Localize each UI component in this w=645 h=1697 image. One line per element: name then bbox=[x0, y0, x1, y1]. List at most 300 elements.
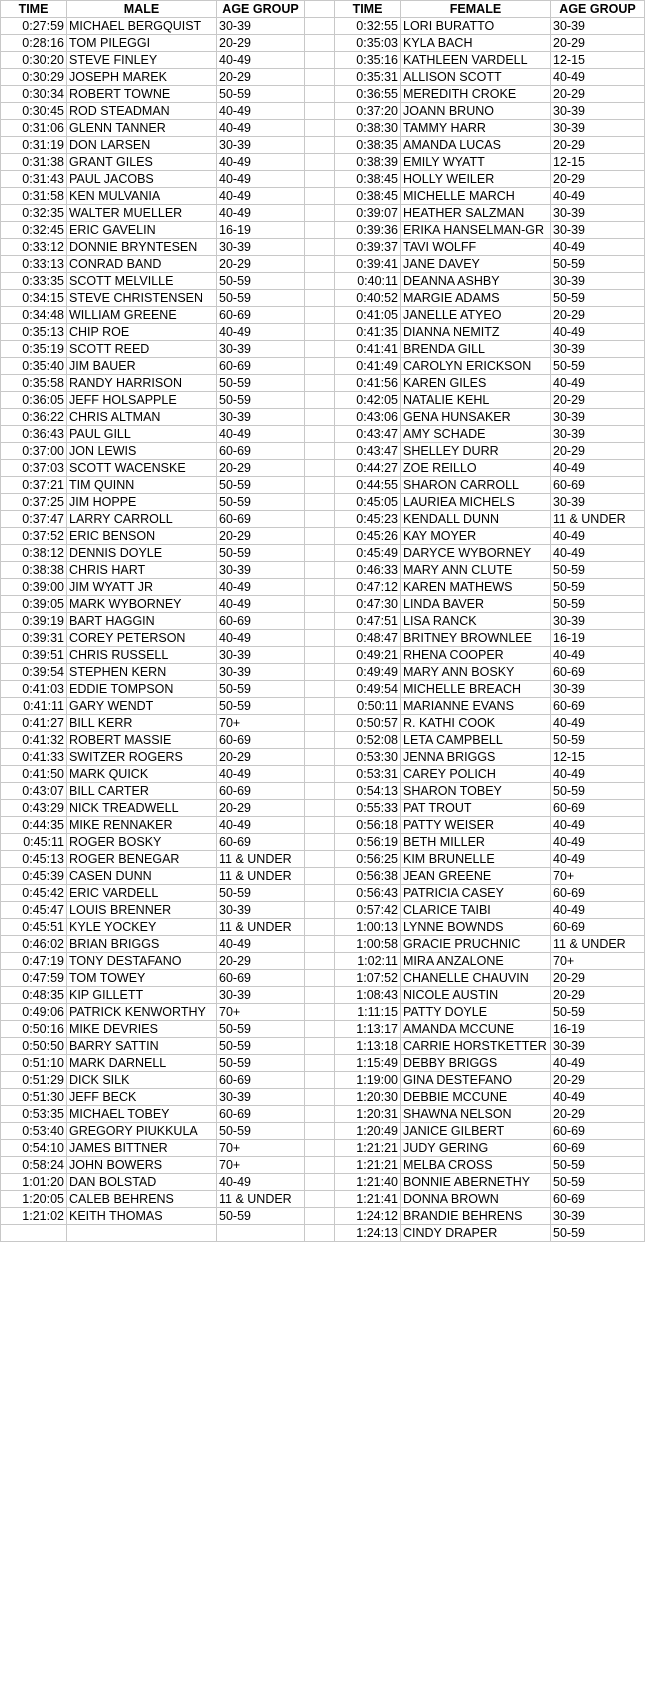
female-time-cell: 0:56:25 bbox=[335, 851, 401, 868]
male-time-cell: 0:38:12 bbox=[1, 545, 67, 562]
male-age-group-cell: 50-59 bbox=[217, 494, 305, 511]
female-age-group-cell: 40-49 bbox=[551, 545, 645, 562]
gap-cell bbox=[305, 970, 335, 987]
gap-cell bbox=[305, 494, 335, 511]
male-time-cell: 0:54:10 bbox=[1, 1140, 67, 1157]
table-row bbox=[1, 868, 645, 885]
female-name-cell: DARYCE WYBORNEY bbox=[401, 545, 551, 562]
male-time-cell: 0:39:54 bbox=[1, 664, 67, 681]
female-name-cell: DEANNA ASHBY bbox=[401, 273, 551, 290]
female-name-cell: DONNA BROWN bbox=[401, 1191, 551, 1208]
gap-cell bbox=[305, 1123, 335, 1140]
male-age-group-header: AGE GROUP bbox=[217, 1, 305, 18]
male-time-cell: 0:31:38 bbox=[1, 154, 67, 171]
male-time-cell: 0:41:03 bbox=[1, 681, 67, 698]
gap-cell bbox=[305, 885, 335, 902]
female-time-cell: 1:07:52 bbox=[335, 970, 401, 987]
male-name-cell: ROGER BENEGAR bbox=[67, 851, 217, 868]
male-name-cell: JIM HOPPE bbox=[67, 494, 217, 511]
female-time-cell: 1:21:21 bbox=[335, 1140, 401, 1157]
female-name-cell: SHARON CARROLL bbox=[401, 477, 551, 494]
gap-cell bbox=[305, 443, 335, 460]
male-time-cell: 0:39:05 bbox=[1, 596, 67, 613]
female-name-cell: NICOLE AUSTIN bbox=[401, 987, 551, 1004]
female-age-group-header: AGE GROUP bbox=[551, 1, 645, 18]
male-name-cell: JON LEWIS bbox=[67, 443, 217, 460]
female-age-group-cell: 50-59 bbox=[551, 596, 645, 613]
male-age-group-cell: 70+ bbox=[217, 1004, 305, 1021]
male-time-cell: 0:45:13 bbox=[1, 851, 67, 868]
male-age-group-cell: 30-39 bbox=[217, 239, 305, 256]
female-name-cell: LORI BURATTO bbox=[401, 18, 551, 35]
male-name-cell: DAN BOLSTAD bbox=[67, 1174, 217, 1191]
female-name-cell: AMANDA LUCAS bbox=[401, 137, 551, 154]
male-name-cell: CALEB BEHRENS bbox=[67, 1191, 217, 1208]
male-age-group-cell: 11 & UNDER bbox=[217, 919, 305, 936]
female-time-cell: 0:54:13 bbox=[335, 783, 401, 800]
male-age-group-cell: 40-49 bbox=[217, 52, 305, 69]
female-name-cell: JANE DAVEY bbox=[401, 256, 551, 273]
gap-cell bbox=[305, 953, 335, 970]
male-time-cell: 0:39:00 bbox=[1, 579, 67, 596]
male-age-group-cell: 40-49 bbox=[217, 205, 305, 222]
female-name-cell: SHARON TOBEY bbox=[401, 783, 551, 800]
table-row bbox=[1, 1055, 645, 1072]
male-name-cell: JOSEPH MAREK bbox=[67, 69, 217, 86]
gap-cell bbox=[305, 375, 335, 392]
male-time-cell: 0:43:07 bbox=[1, 783, 67, 800]
female-time-cell: 1:08:43 bbox=[335, 987, 401, 1004]
female-time-cell: 0:39:07 bbox=[335, 205, 401, 222]
gap-cell bbox=[305, 35, 335, 52]
female-age-group-cell: 30-39 bbox=[551, 103, 645, 120]
female-age-group-cell: 30-39 bbox=[551, 426, 645, 443]
table-row bbox=[1, 120, 645, 137]
table-row bbox=[1, 902, 645, 919]
male-name-cell: TOM PILEGGI bbox=[67, 35, 217, 52]
female-name-cell: DEBBIE MCCUNE bbox=[401, 1089, 551, 1106]
female-age-group-cell: 30-39 bbox=[551, 273, 645, 290]
female-time-cell: 1:20:30 bbox=[335, 1089, 401, 1106]
female-time-cell: 0:43:47 bbox=[335, 443, 401, 460]
female-time-cell: 1:21:41 bbox=[335, 1191, 401, 1208]
gap-cell bbox=[305, 749, 335, 766]
male-name-cell: GREGORY PIUKKULA bbox=[67, 1123, 217, 1140]
table-row bbox=[1, 426, 645, 443]
female-name-cell: JUDY GERING bbox=[401, 1140, 551, 1157]
table-row bbox=[1, 1157, 645, 1174]
table-row bbox=[1, 188, 645, 205]
gap-cell bbox=[305, 273, 335, 290]
female-age-group-cell: 20-29 bbox=[551, 1106, 645, 1123]
female-age-group-cell: 20-29 bbox=[551, 307, 645, 324]
male-name-cell: SWITZER ROGERS bbox=[67, 749, 217, 766]
male-time-cell: 0:41:27 bbox=[1, 715, 67, 732]
male-age-group-cell: 60-69 bbox=[217, 358, 305, 375]
male-age-group-cell: 40-49 bbox=[217, 1174, 305, 1191]
table-row bbox=[1, 69, 645, 86]
gap-cell bbox=[305, 681, 335, 698]
female-age-group-cell: 40-49 bbox=[551, 528, 645, 545]
male-name-cell: JAMES BITTNER bbox=[67, 1140, 217, 1157]
female-age-group-cell: 60-69 bbox=[551, 477, 645, 494]
female-name-cell: MARY ANN BOSKY bbox=[401, 664, 551, 681]
male-time-cell: 0:37:00 bbox=[1, 443, 67, 460]
female-name-cell: MARGIE ADAMS bbox=[401, 290, 551, 307]
female-age-group-cell: 40-49 bbox=[551, 375, 645, 392]
table-row bbox=[1, 205, 645, 222]
female-name-cell: JANICE GILBERT bbox=[401, 1123, 551, 1140]
female-name-cell: DIANNA NEMITZ bbox=[401, 324, 551, 341]
female-time-cell: 1:00:58 bbox=[335, 936, 401, 953]
female-time-cell: 1:11:15 bbox=[335, 1004, 401, 1021]
male-age-group-cell: 30-39 bbox=[217, 18, 305, 35]
male-age-group-cell: 40-49 bbox=[217, 817, 305, 834]
female-name-cell: CINDY DRAPER bbox=[401, 1225, 551, 1242]
gap-cell bbox=[305, 919, 335, 936]
table-row bbox=[1, 86, 645, 103]
female-name-cell: PAT TROUT bbox=[401, 800, 551, 817]
female-name-cell: ZOE REILLO bbox=[401, 460, 551, 477]
gap-cell bbox=[305, 52, 335, 69]
gap-cell bbox=[305, 1072, 335, 1089]
male-age-group-cell: 40-49 bbox=[217, 766, 305, 783]
male-name-cell: WILLIAM GREENE bbox=[67, 307, 217, 324]
female-age-group-cell: 20-29 bbox=[551, 137, 645, 154]
male-time-cell: 0:35:19 bbox=[1, 341, 67, 358]
female-name-cell: GINA DESTEFANO bbox=[401, 1072, 551, 1089]
gap-cell bbox=[305, 987, 335, 1004]
female-age-group-cell: 30-39 bbox=[551, 494, 645, 511]
female-age-group-cell: 40-49 bbox=[551, 239, 645, 256]
male-name-cell: DONNIE BRYNTESEN bbox=[67, 239, 217, 256]
male-age-group-cell: 40-49 bbox=[217, 188, 305, 205]
gap-cell bbox=[305, 341, 335, 358]
male-time-cell: 0:39:19 bbox=[1, 613, 67, 630]
gap-cell bbox=[305, 1055, 335, 1072]
male-age-group-cell: 11 & UNDER bbox=[217, 1191, 305, 1208]
male-name-cell: DON LARSEN bbox=[67, 137, 217, 154]
male-time-cell: 0:35:40 bbox=[1, 358, 67, 375]
female-time-cell: 0:47:30 bbox=[335, 596, 401, 613]
female-name-cell: BRANDIE BEHRENS bbox=[401, 1208, 551, 1225]
male-age-group-cell: 20-29 bbox=[217, 69, 305, 86]
female-time-cell: 0:56:43 bbox=[335, 885, 401, 902]
table-row bbox=[1, 613, 645, 630]
table-row bbox=[1, 409, 645, 426]
table-row bbox=[1, 596, 645, 613]
male-time-cell: 0:36:43 bbox=[1, 426, 67, 443]
female-age-group-cell: 40-49 bbox=[551, 69, 645, 86]
male-time-cell: 0:41:33 bbox=[1, 749, 67, 766]
female-age-group-cell: 30-39 bbox=[551, 681, 645, 698]
male-time-cell: 0:51:29 bbox=[1, 1072, 67, 1089]
male-age-group-cell: 30-39 bbox=[217, 987, 305, 1004]
female-age-group-cell: 20-29 bbox=[551, 171, 645, 188]
female-time-cell: 1:24:13 bbox=[335, 1225, 401, 1242]
female-age-group-cell: 20-29 bbox=[551, 970, 645, 987]
female-time-cell: 1:20:49 bbox=[335, 1123, 401, 1140]
gap-cell bbox=[305, 409, 335, 426]
female-age-group-cell: 50-59 bbox=[551, 1174, 645, 1191]
female-age-group-cell: 40-49 bbox=[551, 902, 645, 919]
female-time-cell: 0:44:27 bbox=[335, 460, 401, 477]
gap-cell bbox=[305, 69, 335, 86]
female-age-group-cell: 40-49 bbox=[551, 647, 645, 664]
gap-cell bbox=[305, 154, 335, 171]
male-age-group-cell: 60-69 bbox=[217, 970, 305, 987]
female-age-group-cell: 40-49 bbox=[551, 715, 645, 732]
table-row bbox=[1, 1021, 645, 1038]
table-row bbox=[1, 358, 645, 375]
female-time-cell: 0:40:11 bbox=[335, 273, 401, 290]
female-name-cell: CHANELLE CHAUVIN bbox=[401, 970, 551, 987]
female-name-cell: MARY ANN CLUTE bbox=[401, 562, 551, 579]
male-time-cell: 0:53:40 bbox=[1, 1123, 67, 1140]
female-time-cell: 0:49:54 bbox=[335, 681, 401, 698]
table-row bbox=[1, 18, 645, 35]
male-name-cell: JIM WYATT JR bbox=[67, 579, 217, 596]
male-name-cell: TONY DESTAFANO bbox=[67, 953, 217, 970]
table-row bbox=[1, 1072, 645, 1089]
gap-cell bbox=[305, 800, 335, 817]
female-age-group-cell: 40-49 bbox=[551, 817, 645, 834]
male-age-group-cell: 30-39 bbox=[217, 409, 305, 426]
female-name-cell: R. KATHI COOK bbox=[401, 715, 551, 732]
gap-cell bbox=[305, 18, 335, 35]
female-name-cell: ALLISON SCOTT bbox=[401, 69, 551, 86]
female-time-cell: 0:45:05 bbox=[335, 494, 401, 511]
table-row bbox=[1, 443, 645, 460]
gap-cell bbox=[305, 698, 335, 715]
male-name-cell: BARRY SATTIN bbox=[67, 1038, 217, 1055]
female-name-cell: AMY SCHADE bbox=[401, 426, 551, 443]
female-age-group-cell: 20-29 bbox=[551, 443, 645, 460]
male-time-cell: 0:44:35 bbox=[1, 817, 67, 834]
female-name-cell: MELBA CROSS bbox=[401, 1157, 551, 1174]
female-time-cell: 0:38:45 bbox=[335, 171, 401, 188]
female-time-cell: 0:52:08 bbox=[335, 732, 401, 749]
table-row bbox=[1, 1038, 645, 1055]
gap-cell bbox=[305, 1191, 335, 1208]
male-name-cell: ERIC VARDELL bbox=[67, 885, 217, 902]
male-name-cell: ROBERT TOWNE bbox=[67, 86, 217, 103]
gap-cell bbox=[305, 528, 335, 545]
female-age-group-cell: 12-15 bbox=[551, 52, 645, 69]
male-time-cell: 0:31:06 bbox=[1, 120, 67, 137]
female-age-group-cell: 20-29 bbox=[551, 35, 645, 52]
table-row bbox=[1, 35, 645, 52]
male-time-cell: 0:46:02 bbox=[1, 936, 67, 953]
table-row bbox=[1, 494, 645, 511]
male-age-group-cell: 40-49 bbox=[217, 936, 305, 953]
male-age-group-cell: 30-39 bbox=[217, 341, 305, 358]
table-row bbox=[1, 1123, 645, 1140]
male-name-cell: NICK TREADWELL bbox=[67, 800, 217, 817]
female-time-cell: 0:35:16 bbox=[335, 52, 401, 69]
gap-cell bbox=[305, 817, 335, 834]
male-age-group-cell: 30-39 bbox=[217, 562, 305, 579]
female-age-group-cell: 20-29 bbox=[551, 987, 645, 1004]
female-name-cell: MICHELLE MARCH bbox=[401, 188, 551, 205]
female-age-group-cell: 50-59 bbox=[551, 256, 645, 273]
male-name-cell bbox=[67, 1225, 217, 1242]
gap-cell bbox=[305, 86, 335, 103]
female-time-cell: 0:43:47 bbox=[335, 426, 401, 443]
table-row bbox=[1, 1140, 645, 1157]
table-row bbox=[1, 1225, 645, 1242]
male-age-group-cell: 60-69 bbox=[217, 443, 305, 460]
gap-cell bbox=[305, 205, 335, 222]
female-name-cell: JANELLE ATYEO bbox=[401, 307, 551, 324]
gap-cell bbox=[305, 562, 335, 579]
gap-cell bbox=[305, 1089, 335, 1106]
gap-cell bbox=[305, 511, 335, 528]
gap-cell bbox=[305, 460, 335, 477]
male-name-cell: TOM TOWEY bbox=[67, 970, 217, 987]
female-time-cell: 0:38:35 bbox=[335, 137, 401, 154]
female-name-cell: BONNIE ABERNETHY bbox=[401, 1174, 551, 1191]
male-name-cell: GARY WENDT bbox=[67, 698, 217, 715]
male-name-cell: CHRIS ALTMAN bbox=[67, 409, 217, 426]
male-name-cell: PAUL GILL bbox=[67, 426, 217, 443]
female-time-cell: 0:40:52 bbox=[335, 290, 401, 307]
female-name-cell: BETH MILLER bbox=[401, 834, 551, 851]
female-time-cell: 0:36:55 bbox=[335, 86, 401, 103]
male-age-group-cell: 50-59 bbox=[217, 545, 305, 562]
male-time-cell: 0:33:35 bbox=[1, 273, 67, 290]
gap-cell bbox=[305, 613, 335, 630]
female-time-header: TIME bbox=[335, 1, 401, 18]
male-name-cell: BART HAGGIN bbox=[67, 613, 217, 630]
female-age-group-cell: 50-59 bbox=[551, 579, 645, 596]
male-name-cell: MARK QUICK bbox=[67, 766, 217, 783]
male-time-cell: 0:31:58 bbox=[1, 188, 67, 205]
male-name-cell: MIKE DEVRIES bbox=[67, 1021, 217, 1038]
male-time-cell: 0:34:15 bbox=[1, 290, 67, 307]
female-time-cell: 1:15:49 bbox=[335, 1055, 401, 1072]
female-time-cell: 1:19:00 bbox=[335, 1072, 401, 1089]
female-name-cell: JOANN BRUNO bbox=[401, 103, 551, 120]
female-name-cell: JENNA BRIGGS bbox=[401, 749, 551, 766]
female-time-cell: 0:39:37 bbox=[335, 239, 401, 256]
gap-cell bbox=[305, 732, 335, 749]
female-name-cell: KENDALL DUNN bbox=[401, 511, 551, 528]
female-name-cell: ERIKA HANSELMAN-GR bbox=[401, 222, 551, 239]
table-row bbox=[1, 766, 645, 783]
female-name-cell: PATTY WEISER bbox=[401, 817, 551, 834]
male-time-cell: 0:45:42 bbox=[1, 885, 67, 902]
male-name-cell: CHRIS RUSSELL bbox=[67, 647, 217, 664]
male-name-header: MALE bbox=[67, 1, 217, 18]
male-age-group-cell: 20-29 bbox=[217, 460, 305, 477]
table-row bbox=[1, 715, 645, 732]
female-name-cell: TAMMY HARR bbox=[401, 120, 551, 137]
male-time-cell: 0:32:45 bbox=[1, 222, 67, 239]
male-time-cell: 0:27:59 bbox=[1, 18, 67, 35]
gap-cell bbox=[305, 766, 335, 783]
male-age-group-cell: 20-29 bbox=[217, 749, 305, 766]
female-age-group-cell: 12-15 bbox=[551, 154, 645, 171]
table-row bbox=[1, 732, 645, 749]
male-time-cell: 0:33:12 bbox=[1, 239, 67, 256]
gap-cell bbox=[305, 1038, 335, 1055]
female-time-cell: 0:41:41 bbox=[335, 341, 401, 358]
table-row bbox=[1, 1208, 645, 1225]
female-age-group-cell: 50-59 bbox=[551, 732, 645, 749]
female-age-group-cell: 11 & UNDER bbox=[551, 936, 645, 953]
female-time-cell: 0:39:36 bbox=[335, 222, 401, 239]
gap-cell bbox=[305, 664, 335, 681]
male-name-cell: MICHAEL TOBEY bbox=[67, 1106, 217, 1123]
female-age-group-cell: 40-49 bbox=[551, 834, 645, 851]
gap-cell bbox=[305, 120, 335, 137]
female-age-group-cell: 50-59 bbox=[551, 358, 645, 375]
table-row bbox=[1, 749, 645, 766]
male-time-cell: 0:45:51 bbox=[1, 919, 67, 936]
male-time-cell: 0:37:47 bbox=[1, 511, 67, 528]
female-time-cell: 1:24:12 bbox=[335, 1208, 401, 1225]
female-name-cell: KAREN GILES bbox=[401, 375, 551, 392]
male-age-group-cell: 60-69 bbox=[217, 511, 305, 528]
male-time-cell: 0:51:30 bbox=[1, 1089, 67, 1106]
female-name-cell: CLARICE TAIBI bbox=[401, 902, 551, 919]
male-age-group-cell: 70+ bbox=[217, 1140, 305, 1157]
table-row bbox=[1, 800, 645, 817]
female-name-cell: NATALIE KEHL bbox=[401, 392, 551, 409]
male-name-cell: LOUIS BRENNER bbox=[67, 902, 217, 919]
male-time-cell: 0:32:35 bbox=[1, 205, 67, 222]
female-time-cell: 0:46:33 bbox=[335, 562, 401, 579]
table-row bbox=[1, 52, 645, 69]
male-name-cell: JEFF BECK bbox=[67, 1089, 217, 1106]
male-name-cell: CHIP ROE bbox=[67, 324, 217, 341]
male-age-group-cell: 40-49 bbox=[217, 630, 305, 647]
female-time-cell: 0:49:21 bbox=[335, 647, 401, 664]
table-row bbox=[1, 579, 645, 596]
female-time-cell: 0:41:56 bbox=[335, 375, 401, 392]
male-age-group-cell: 40-49 bbox=[217, 171, 305, 188]
female-time-cell: 0:42:05 bbox=[335, 392, 401, 409]
table-row bbox=[1, 1004, 645, 1021]
female-name-cell: PATRICIA CASEY bbox=[401, 885, 551, 902]
male-time-cell: 1:21:02 bbox=[1, 1208, 67, 1225]
male-age-group-cell: 30-39 bbox=[217, 664, 305, 681]
male-age-group-cell: 60-69 bbox=[217, 307, 305, 324]
male-time-cell: 0:36:22 bbox=[1, 409, 67, 426]
female-time-cell: 0:45:49 bbox=[335, 545, 401, 562]
female-time-cell: 0:38:30 bbox=[335, 120, 401, 137]
male-age-group-cell: 60-69 bbox=[217, 1106, 305, 1123]
female-age-group-cell: 40-49 bbox=[551, 851, 645, 868]
gap-cell bbox=[305, 851, 335, 868]
female-time-cell: 0:37:20 bbox=[335, 103, 401, 120]
table-row bbox=[1, 647, 645, 664]
male-time-cell: 0:41:32 bbox=[1, 732, 67, 749]
female-age-group-cell: 40-49 bbox=[551, 324, 645, 341]
male-time-cell: 0:30:34 bbox=[1, 86, 67, 103]
female-name-cell: DEBBY BRIGGS bbox=[401, 1055, 551, 1072]
female-name-cell: PATTY DOYLE bbox=[401, 1004, 551, 1021]
male-age-group-cell: 50-59 bbox=[217, 681, 305, 698]
female-time-cell: 1:13:18 bbox=[335, 1038, 401, 1055]
male-time-cell: 0:37:03 bbox=[1, 460, 67, 477]
female-time-cell: 0:41:05 bbox=[335, 307, 401, 324]
male-name-cell: STEVE CHRISTENSEN bbox=[67, 290, 217, 307]
female-name-cell: CARRIE HORSTKETTER bbox=[401, 1038, 551, 1055]
gap-cell bbox=[305, 137, 335, 154]
table-row bbox=[1, 681, 645, 698]
